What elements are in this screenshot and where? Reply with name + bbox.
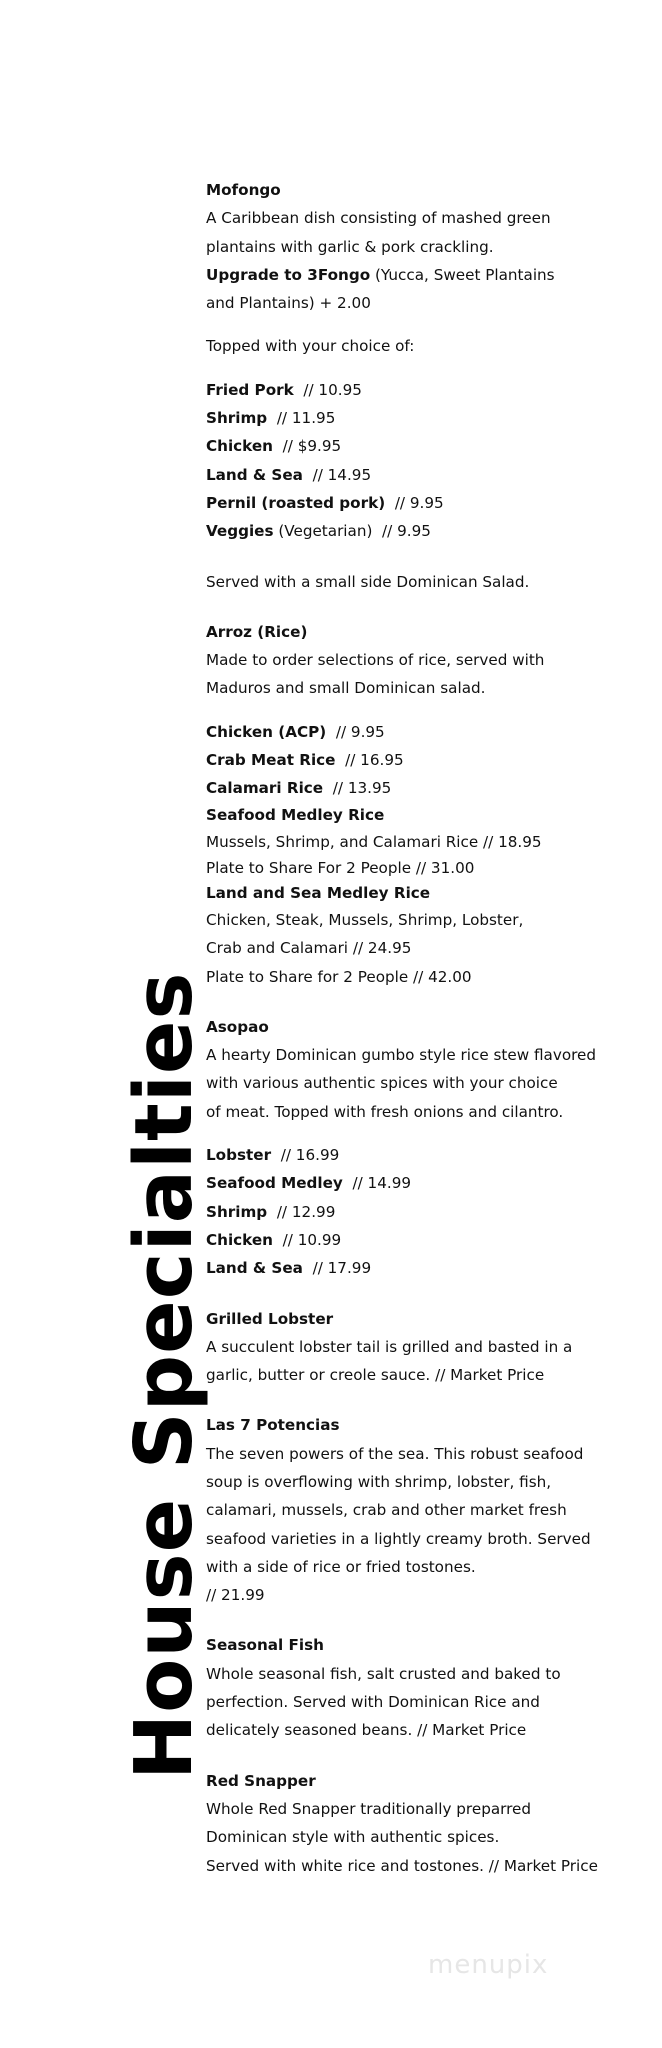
item-description: Plate to Share for 2 People // 42.00 [206, 967, 472, 986]
section-title-potencias: Las 7 Potencias [206, 1416, 340, 1435]
upgrade-note: Upgrade to 3Fongo (Yucca, Sweet Plantains [206, 265, 555, 284]
item-price: // 21.99 [206, 1586, 265, 1605]
item-description: Made to order selections of rice, served with [206, 651, 545, 670]
item-description: calamari, mussels, crab and other market fresh [206, 1501, 567, 1520]
section-title-red-snapper: Red Snapper [206, 1771, 316, 1790]
item-description: with various authentic spices with your choice [206, 1074, 558, 1093]
item-description: with a side of rice or fried tostones. [206, 1557, 476, 1576]
menu-option: Lobster // 16.99 [206, 1146, 340, 1165]
item-description: perfection. Served with Dominican Rice and [206, 1693, 540, 1712]
menu-option: Chicken (ACP) // 9.95 [206, 722, 385, 741]
menu-list [206, 176, 636, 1880]
menu-option: Land & Sea // 14.95 [206, 465, 372, 484]
item-description: Crab and Calamari // 24.95 [206, 939, 412, 958]
section-title-seasonal-fish: Seasonal Fish [206, 1636, 324, 1655]
item-description: soup is overflowing with shrimp, lobster, fish, [206, 1472, 552, 1491]
menu-option: Shrimp // 11.95 [206, 409, 336, 428]
item-description: Mussels, Shrimp, and Calamari Rice // 18.95 [206, 832, 542, 851]
item-description: plantains with garlic & pork crackling. [206, 237, 494, 256]
item-description: Whole Red Snapper traditionally preparred [206, 1799, 532, 1818]
menu-option: Land & Sea // 17.99 [206, 1259, 372, 1278]
section-title-grilled-lobster: Grilled Lobster [206, 1309, 334, 1328]
item-description: seafood varieties in a lightly creamy broth. Served [206, 1529, 591, 1548]
item-description: A succulent lobster tail is grilled and basted in a [206, 1337, 573, 1356]
item-description: garlic, butter or creole sauce. // Market Price [206, 1366, 545, 1385]
item-description: Chicken, Steak, Mussels, Shrimp, Lobster, [206, 910, 524, 929]
menu-option: Shrimp // 12.99 [206, 1202, 336, 1221]
item-description: Whole seasonal fish, salt crusted and baked to [206, 1664, 561, 1683]
menu-option: Calamari Rice // 13.95 [206, 779, 392, 798]
item-description: of meat. Topped with fresh onions and cilantro. [206, 1102, 564, 1121]
item-description: Plate to Share For 2 People // 31.00 [206, 858, 475, 877]
menu-option: Pernil (roasted pork) // 9.95 [206, 493, 444, 512]
item-description: delicately seasoned beans. // Market Price [206, 1721, 527, 1740]
sub-item-title: Land and Sea Medley Rice [206, 883, 431, 902]
item-description: Maduros and small Dominican salad. [206, 679, 486, 698]
upgrade-note: and Plantains) + 2.00 [206, 294, 371, 313]
served-note: Served with a small side Dominican Salad. [206, 572, 530, 591]
section-title-mofongo: Mofongo [206, 181, 281, 199]
topped-note: Topped with your choice of: [206, 337, 415, 356]
item-description: A hearty Dominican gumbo style rice stew flavored [206, 1046, 597, 1065]
page-title: House Specialties [118, 971, 210, 1780]
section-title-arroz: Arroz (Rice) [206, 622, 308, 641]
sub-item-title: Seafood Medley Rice [206, 805, 385, 824]
menu-option: Seafood Medley // 14.99 [206, 1174, 412, 1193]
menu-option: Chicken // $9.95 [206, 437, 342, 456]
menu-option: Veggies (Vegetarian) // 9.95 [206, 522, 431, 541]
item-description: A Caribbean dish consisting of mashed green [206, 209, 551, 228]
item-description: Dominican style with authentic spices. [206, 1828, 500, 1847]
menu-option: Fried Pork // 10.95 [206, 380, 362, 399]
watermark-logo: menupix [428, 1950, 549, 1980]
item-description: The seven powers of the sea. This robust seafood [206, 1444, 584, 1463]
menu-option: Chicken // 10.99 [206, 1230, 342, 1249]
section-title-asopao: Asopao [206, 1017, 269, 1036]
menu-option: Crab Meat Rice // 16.95 [206, 751, 404, 770]
item-description: Served with white rice and tostones. // Market Price [206, 1856, 598, 1875]
